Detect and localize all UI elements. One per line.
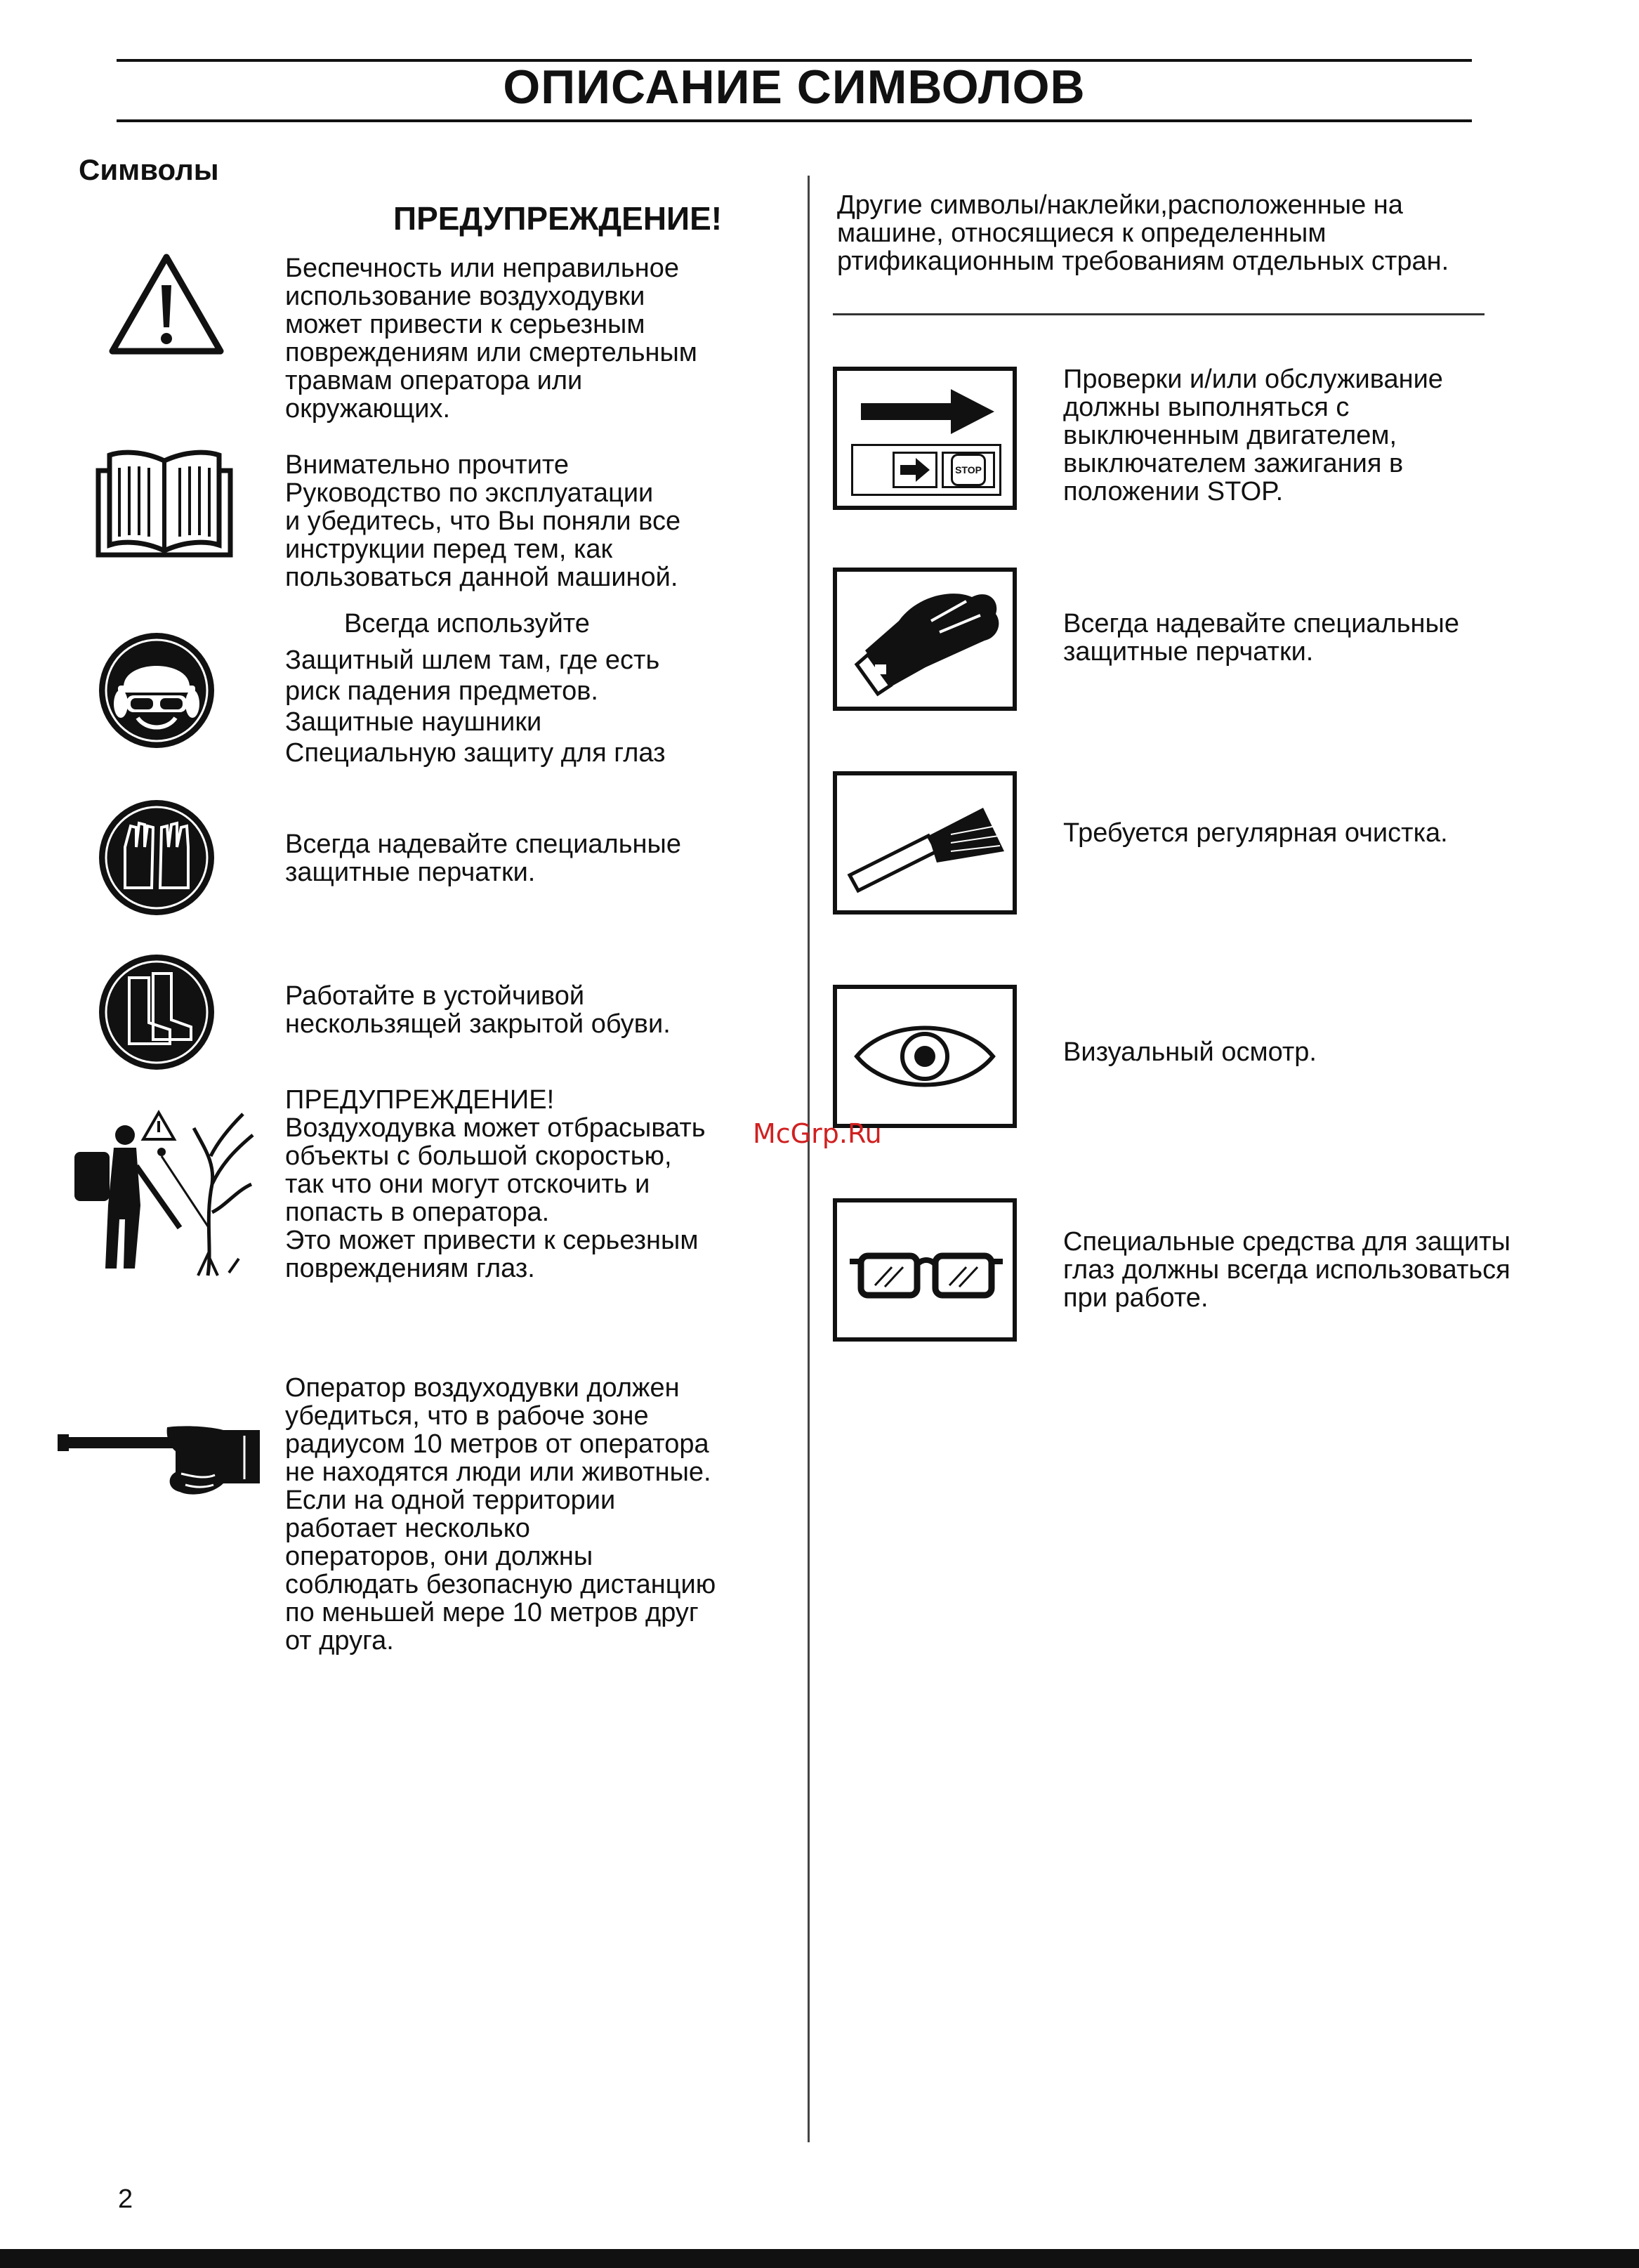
manual-book-icon	[94, 447, 235, 559]
item-glasses-text: Специальные средства для защиты глаз должны всегда использоваться при работе.	[1063, 1227, 1510, 1313]
item-stop-text: Проверки и/или обслуживание должны выполняться с выключенным двигателем, выключателем зажигания в положении STOP.	[1063, 365, 1443, 506]
right-divider	[833, 313, 1485, 315]
page-number: 2	[118, 2184, 133, 2214]
ricochet-warning-icon	[67, 1107, 264, 1283]
warning-heading: ПРЕДУПРЕЖДЕНИЕ!	[393, 200, 723, 237]
eye-box	[833, 985, 1017, 1128]
header-rule-bottom	[117, 119, 1472, 122]
item-brush-text: Требуется регулярная очистка.	[1063, 818, 1448, 848]
item-protection-title: Всегда используйте	[344, 609, 590, 638]
stop-switch-box	[833, 367, 1017, 510]
cleaning-brush-icon	[845, 792, 1011, 898]
item-warning-text: Беспечность или неправильное использование воздуходувки может привести к серьезным повреждениям или смертельным травмам оператора или окружающих.	[285, 254, 697, 424]
item-protection-text: Защитный шлем там, где есть риск падения предметов. Защитные наушники Специальную защиту для глаз	[285, 645, 666, 768]
switch-arrow-icon	[895, 454, 935, 486]
item-gloves-text: Всегда надевайте специальные защитные перчатки.	[285, 830, 681, 887]
safety-glasses-icon	[847, 1239, 1006, 1309]
item-ricochet-text: ПРЕДУПРЕЖДЕНИЕ! Воздуходувка может отбрасывать объекты с большой скоростью, так что они могут отскочить и попасть в оператора. Это может привести к серьезным повреждениям глаз.	[285, 1085, 706, 1283]
protective-gloves-icon	[97, 798, 216, 917]
eye-icon	[853, 1014, 997, 1099]
protective-boots-icon	[97, 952, 216, 1072]
item-manual-text: Внимательно прочтите Руководство по эксплуатации и убедитесь, что Вы поняли все инструкции перед тем, как пользоваться данной машиной.	[285, 450, 681, 592]
item-glove-text: Всегда надевайте специальные защитные перчатки.	[1063, 609, 1459, 667]
switch-panel	[851, 444, 1001, 496]
watermark-link[interactable]: McGrp.Ru	[753, 1118, 882, 1149]
brush-box	[833, 771, 1017, 915]
stop-octagon-icon	[951, 454, 986, 486]
arrow-right-icon	[861, 389, 994, 434]
page-title: ОПИСАНИЕ СИМВОЛОВ	[503, 60, 1086, 114]
bottom-scan-edge	[0, 2249, 1639, 2268]
glove-box	[833, 568, 1017, 711]
glove-icon	[847, 582, 1008, 701]
item-boots-text: Работайте в устойчивой нескользящей закрытой обуви.	[285, 981, 671, 1039]
item-blower-distance-text: Оператор воздуходувки должен убедиться, что в рабоче зоне радиусом 10 метров от оператора не находятся люди или животные. Если на одной территории работает несколько операторов, они должны соблюдать безопасную дистанцию по меньшей мере 10 метров друг от друга.	[285, 1373, 716, 1656]
item-eye-text: Визуальный осмотр.	[1063, 1037, 1317, 1067]
glasses-box	[833, 1198, 1017, 1342]
stop-label: STOP	[955, 464, 982, 476]
section-heading: Символы	[79, 153, 219, 186]
warning-triangle-icon	[107, 251, 226, 357]
blower-tube-hand-icon	[55, 1422, 265, 1506]
right-intro-text: Другие символы/наклейки,расположенные на машине, относящиеся к определенным ртификационным требованиям отдельных стран.	[837, 190, 1449, 276]
helmet-ear-eye-protection-icon	[97, 631, 216, 750]
column-divider	[808, 176, 810, 2142]
